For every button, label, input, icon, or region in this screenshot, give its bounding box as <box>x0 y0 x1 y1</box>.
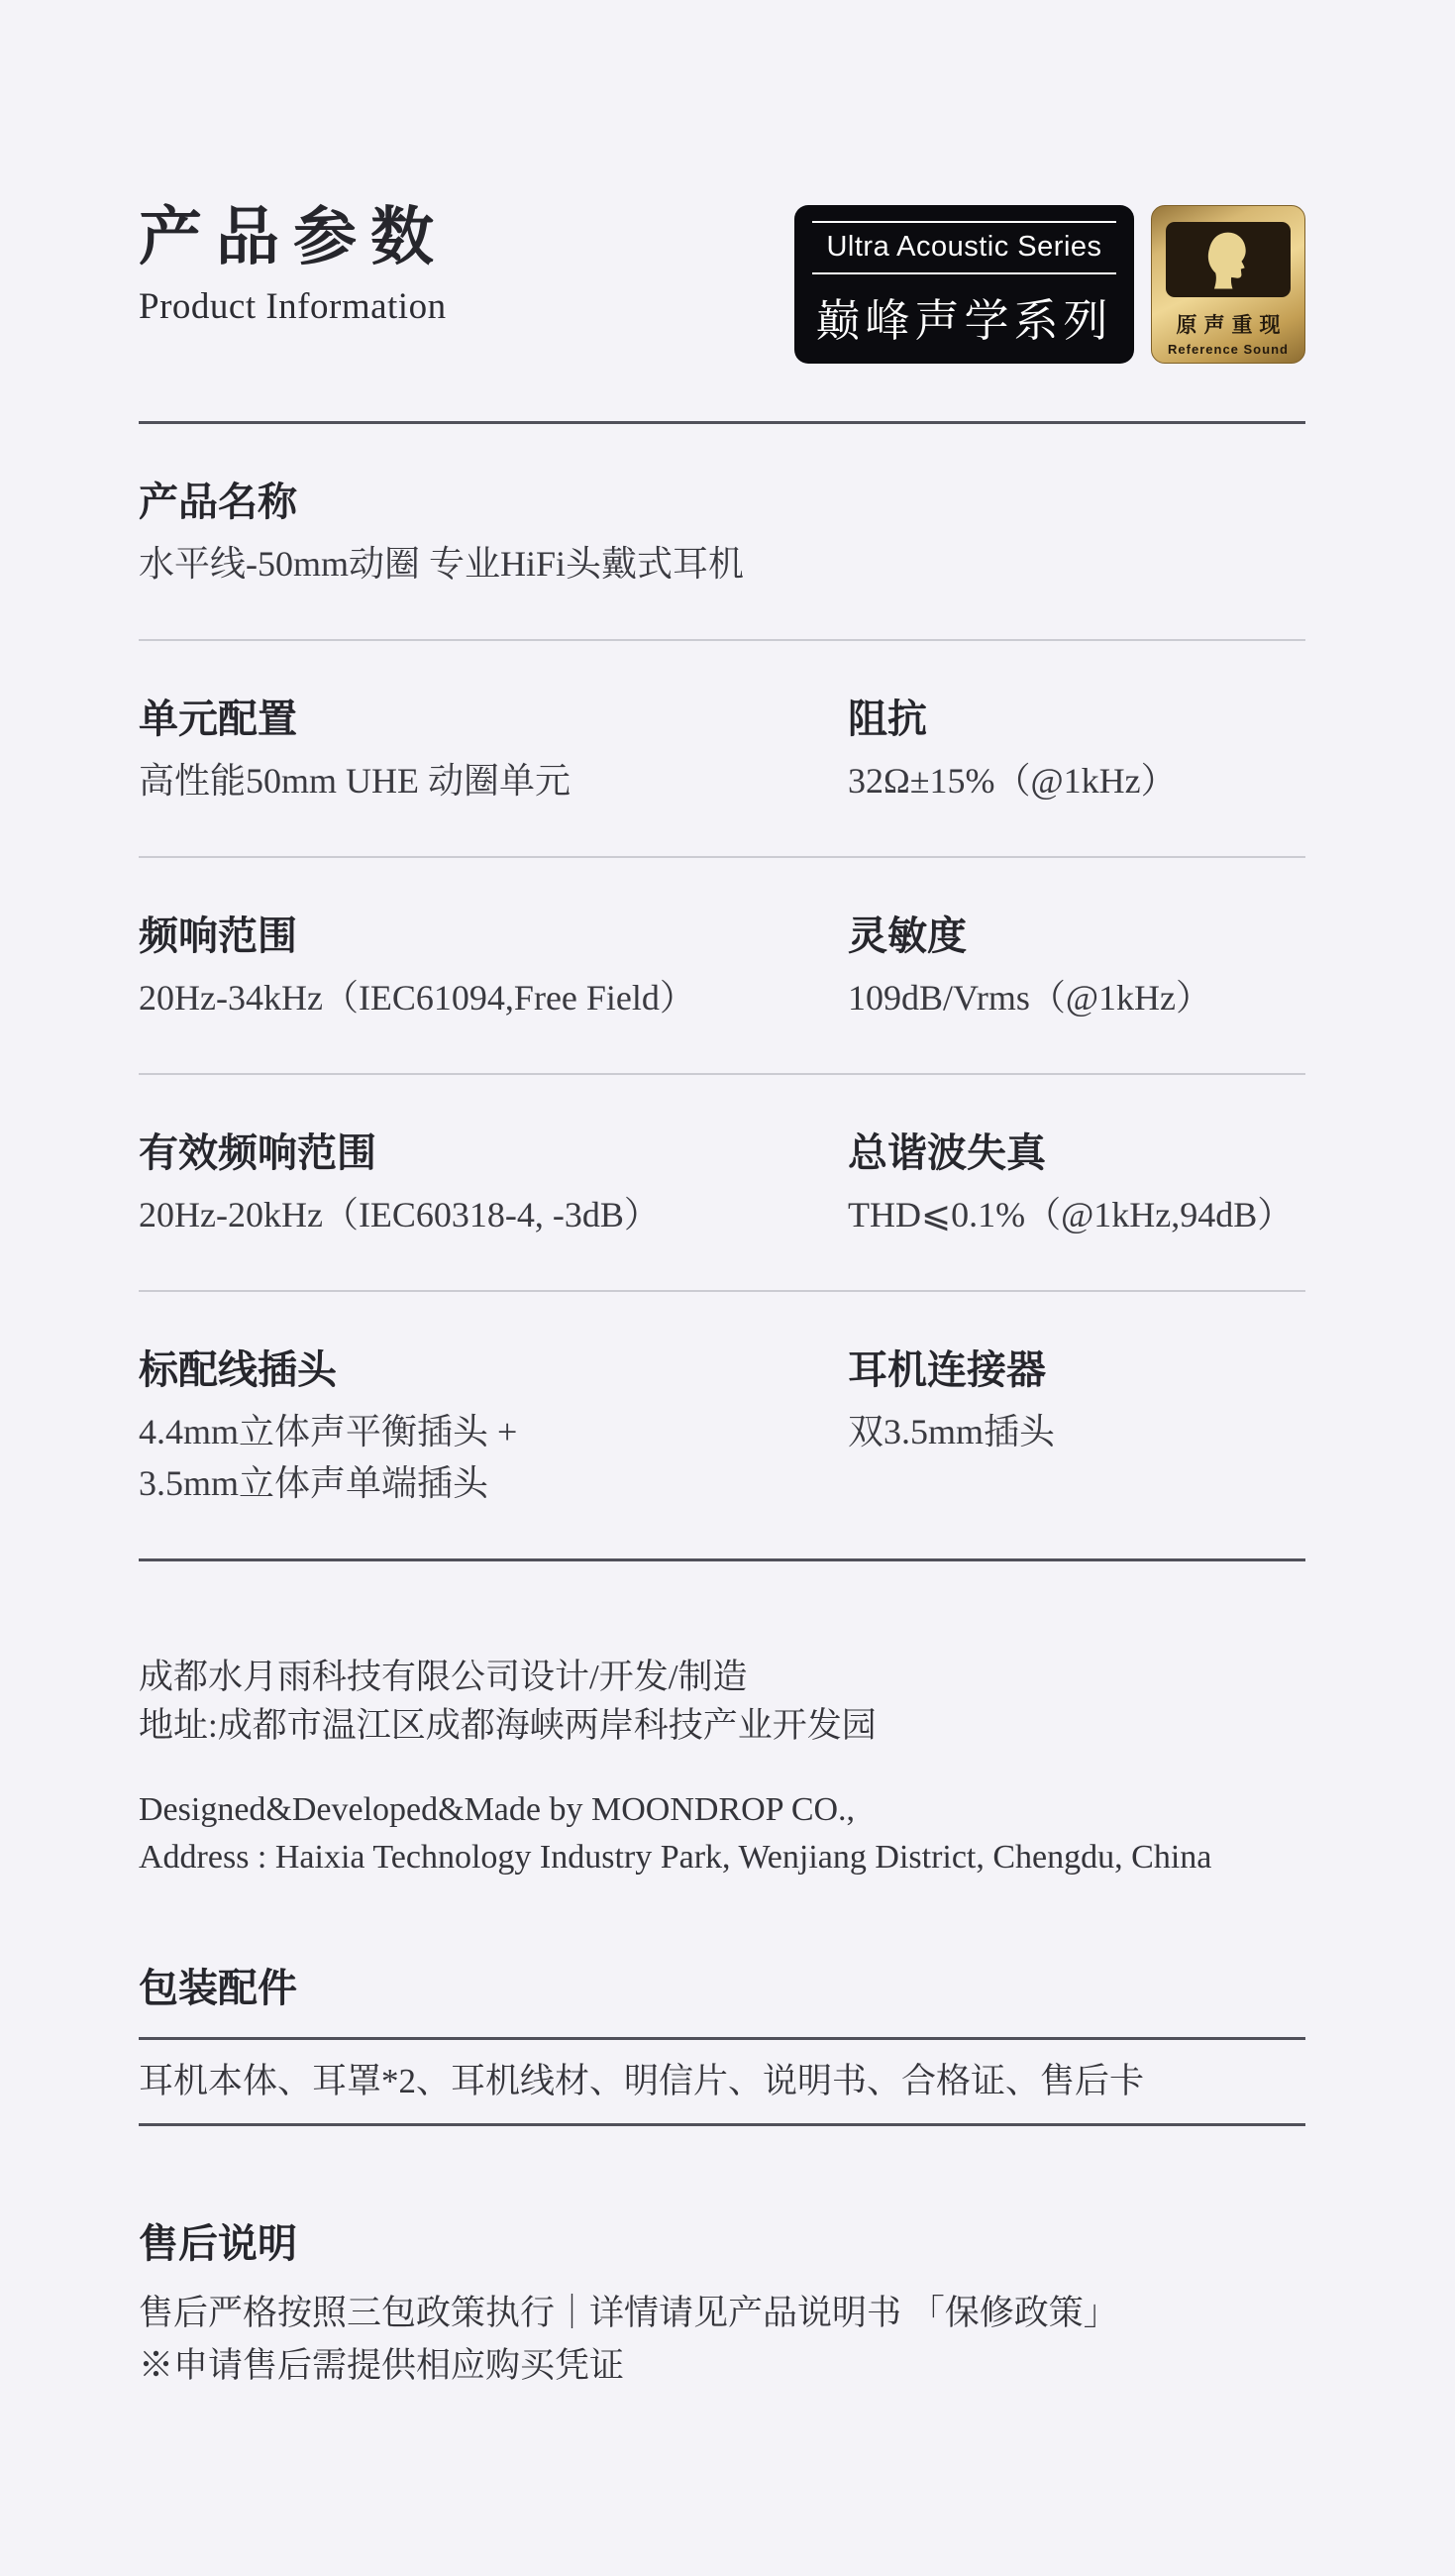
aftersale-line: ※申请售后需提供相应购买凭证 <box>139 2345 625 2385</box>
spec-col <box>848 1128 1305 1240</box>
manufacturer-info <box>139 1561 1305 1882</box>
badge-head-frame <box>1166 222 1291 297</box>
reference-sound-badge <box>1151 205 1305 364</box>
spec-col <box>848 695 1305 806</box>
spec-value: 双3.5mm插头 <box>848 1412 1056 1452</box>
spec-row-freq-sensitivity <box>139 858 1305 1075</box>
spec-col <box>139 695 848 806</box>
spec-value: 109dB/Vrms（@1kHz） <box>848 978 1211 1019</box>
manufacturer-address-line: Address : Haixia Technology Industry Park, Wenjiang District, Chengdu, China <box>139 1839 1212 1877</box>
section-divider-dark <box>139 2123 1305 2126</box>
manufacturer-info-en <box>139 1786 1305 1882</box>
spec-col <box>139 478 1305 590</box>
spec-row-plugs-connector <box>139 1292 1305 1560</box>
page-title: 产品参数 <box>139 202 448 272</box>
badge-reference-sound-en: Reference Sound <box>1168 342 1289 357</box>
spec-col <box>848 1345 1305 1508</box>
spec-label: 标配线插头 <box>139 1347 337 1393</box>
spec-label: 单元配置 <box>139 697 297 742</box>
badges <box>794 205 1305 364</box>
manufacturer-line: 成都水月雨科技有限公司设计/开发/制造 <box>139 1657 748 1696</box>
spec-value: 32Ω±15%（@1kHz） <box>848 761 1177 802</box>
spec-label: 有效频响范围 <box>139 1130 376 1176</box>
aftersale-line: 售后严格按照三包政策执行｜详情请见产品说明书 「保修政策」 <box>139 2293 1118 2332</box>
page-subtitle: Product Information <box>139 286 447 328</box>
spec-row-driver-impedance <box>139 641 1305 858</box>
spec-col <box>848 912 1305 1023</box>
head-profile-silhouette-icon <box>1196 228 1260 291</box>
manufacturer-address-line: 地址:成都市温江区成都海峡两岸科技产业开发园 <box>139 1706 877 1746</box>
title-block <box>139 203 448 329</box>
spec-value <box>139 1407 848 1508</box>
spec-label: 产品名称 <box>139 480 297 524</box>
spec-label: 总谐波失真 <box>848 1130 1046 1176</box>
spec-value: 高性能50mm UHE 动圈单元 <box>139 761 571 802</box>
spec-col <box>139 1128 848 1240</box>
packaging-value: 耳机本体、耳罩*2、耳机线材、明信片、说明书、合格证、售后卡 <box>139 2061 1145 2100</box>
spec-label: 灵敏度 <box>848 913 967 959</box>
spec-value: 20Hz-34kHz（IEC61094,Free Field） <box>139 978 695 1019</box>
packaging-label: 包装配件 <box>139 1965 297 2010</box>
spec-value: 水平线-50mm动圈 专业HiFi头戴式耳机 <box>139 544 745 584</box>
aftersale-text <box>139 2287 1305 2392</box>
spec-col <box>139 1345 848 1508</box>
manufacturer-line: Designed&Developed&Made by MOONDROP CO., <box>139 1791 856 1829</box>
ultra-acoustic-series-badge <box>794 205 1134 364</box>
manufacturer-info-cn <box>139 1653 1305 1751</box>
spec-value: THD⩽0.1%（@1kHz,94dB） <box>848 1195 1294 1235</box>
badge-series-name-en: Ultra Acoustic Series <box>826 230 1102 263</box>
aftersale-section <box>139 2219 1305 2392</box>
badge-reference-sound-cn: 原声重现 <box>1176 314 1288 337</box>
spec-label: 频响范围 <box>139 913 297 959</box>
spec-value: 20Hz-20kHz（IEC60318-4, -3dB） <box>139 1195 660 1235</box>
spec-label: 阻抗 <box>848 697 927 742</box>
aftersale-label: 售后说明 <box>139 2220 297 2266</box>
spec-label: 耳机连接器 <box>848 1347 1046 1393</box>
badge-series-name-cn: 巅峰声学系列 <box>815 294 1113 346</box>
spec-value-line: 4.4mm立体声平衡插头 + <box>139 1412 518 1452</box>
spec-col <box>139 912 848 1023</box>
spec-row-product-name <box>139 424 1305 641</box>
spec-value-line: 3.5mm立体声单端插头 <box>139 1462 489 1503</box>
header <box>139 203 1305 364</box>
packaging-section <box>139 1964 1305 2126</box>
spec-row-effective-freq-thd <box>139 1075 1305 1292</box>
